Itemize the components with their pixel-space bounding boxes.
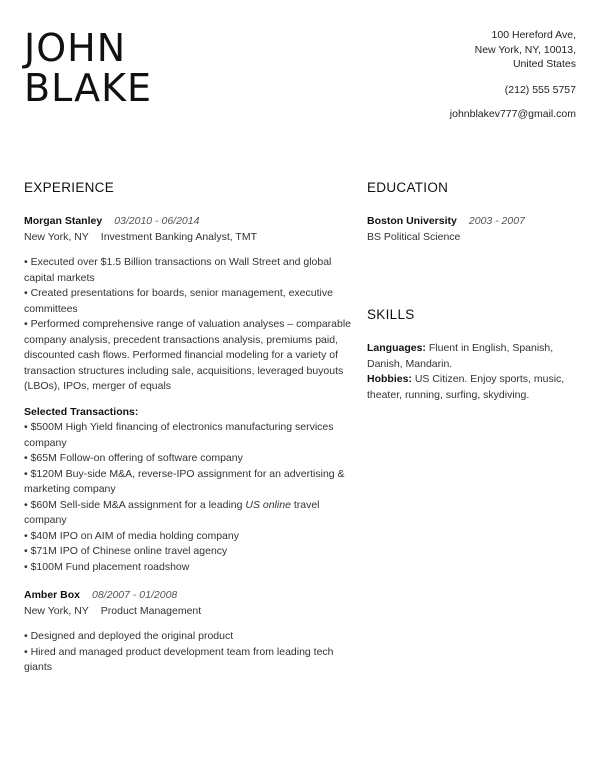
list-item: • $65M Follow-on offering of software company	[24, 451, 354, 467]
transaction-text: travel company	[24, 498, 320, 526]
list-item: • $500M High Yield financing of electronics manufacturing services company	[24, 420, 354, 451]
job-role: Investment Banking Analyst, TMT	[100, 230, 257, 243]
company-name: Morgan Stanley	[24, 215, 103, 227]
list-item: • Created presentations for boards, senior management, executive committees	[24, 286, 354, 317]
skills-section	[367, 307, 582, 403]
address-line-1: 100 Hereford Ave,	[491, 29, 576, 41]
job-location: New York, NY	[24, 230, 89, 243]
list-item: • $71M IPO of Chinese online travel agency	[24, 544, 354, 560]
transaction-text: $60M Sell-side M&A assignment for a leading	[30, 498, 246, 511]
list-item: • Performed comprehensive range of valuation analyses – comparable company analysis, precedent transactions analysis, premiums paid, discounted cash flows. Performed financial modeling for a variety of transaction structures including sale, acquisitions, leveraged buyouts (LBOs), IPOs, merger of equals	[24, 317, 354, 395]
school-name: Boston University	[367, 215, 457, 227]
phone-number: (212) 555 5757	[504, 83, 576, 96]
experience-section	[24, 180, 354, 676]
job-bullets	[24, 255, 354, 395]
job-subheader	[24, 230, 354, 246]
job-location: New York, NY	[24, 604, 89, 617]
languages-label: Languages:	[367, 342, 426, 354]
address-line-3: United States	[512, 58, 576, 70]
job-amber-box	[24, 588, 354, 676]
hobbies-value: US Citizen. Enjoy sports, music, theater, running, surfing, skydiving.	[367, 373, 565, 401]
list-item: • $100M Fund placement roadshow	[24, 560, 354, 576]
list-item: • $120M Buy-side M&A, reverse-IPO assignment for an advertising & marketing company	[24, 467, 354, 498]
selected-transactions-heading: Selected Transactions:	[24, 405, 139, 418]
right-column	[367, 180, 582, 403]
job-dates: 08/2007 - 01/2008	[92, 589, 178, 601]
education-header	[367, 214, 582, 230]
email-address: johnblakev777@gmail.com	[449, 108, 576, 120]
experience-heading: EXPERIENCE	[24, 180, 115, 195]
candidate-name	[24, 28, 152, 108]
hobbies-label: Hobbies:	[367, 373, 412, 385]
list-item	[24, 498, 354, 529]
first-name: JOHN	[24, 26, 127, 70]
contact-block	[376, 28, 576, 122]
education-heading: EDUCATION	[367, 180, 449, 195]
hobbies-line	[367, 372, 582, 403]
list-item: • Executed over $1.5 Billion transactions on Wall Street and global capital markets	[24, 255, 354, 286]
job-role: Product Management	[100, 604, 202, 617]
address	[376, 28, 576, 72]
job-bullets	[24, 629, 354, 676]
list-item: • $40M IPO on AIM of media holding company	[24, 529, 354, 545]
company-name: Amber Box	[24, 589, 81, 601]
job-header	[24, 214, 354, 230]
education-section	[367, 180, 582, 245]
last-name: BLAKE	[24, 66, 153, 110]
job-dates: 03/2010 - 06/2014	[114, 215, 200, 227]
education-dates: 2003 - 2007	[468, 215, 525, 227]
list-item: • Designed and deployed the original product	[24, 629, 354, 645]
transaction-emphasis: US online	[245, 498, 291, 511]
transactions-list	[24, 420, 354, 575]
address-line-2: New York, NY, 10013,	[474, 43, 576, 56]
job-subheader	[24, 604, 354, 620]
languages-line	[367, 341, 582, 372]
skills-heading: SKILLS	[367, 307, 415, 322]
job-header	[24, 588, 354, 604]
degree: BS Political Science	[367, 230, 461, 243]
job-morgan-stanley	[24, 214, 354, 575]
list-item: • Hired and managed product development team from leading tech giants	[24, 645, 354, 676]
languages-value: Fluent in English, Spanish, Danish, Mandarin.	[367, 342, 554, 370]
